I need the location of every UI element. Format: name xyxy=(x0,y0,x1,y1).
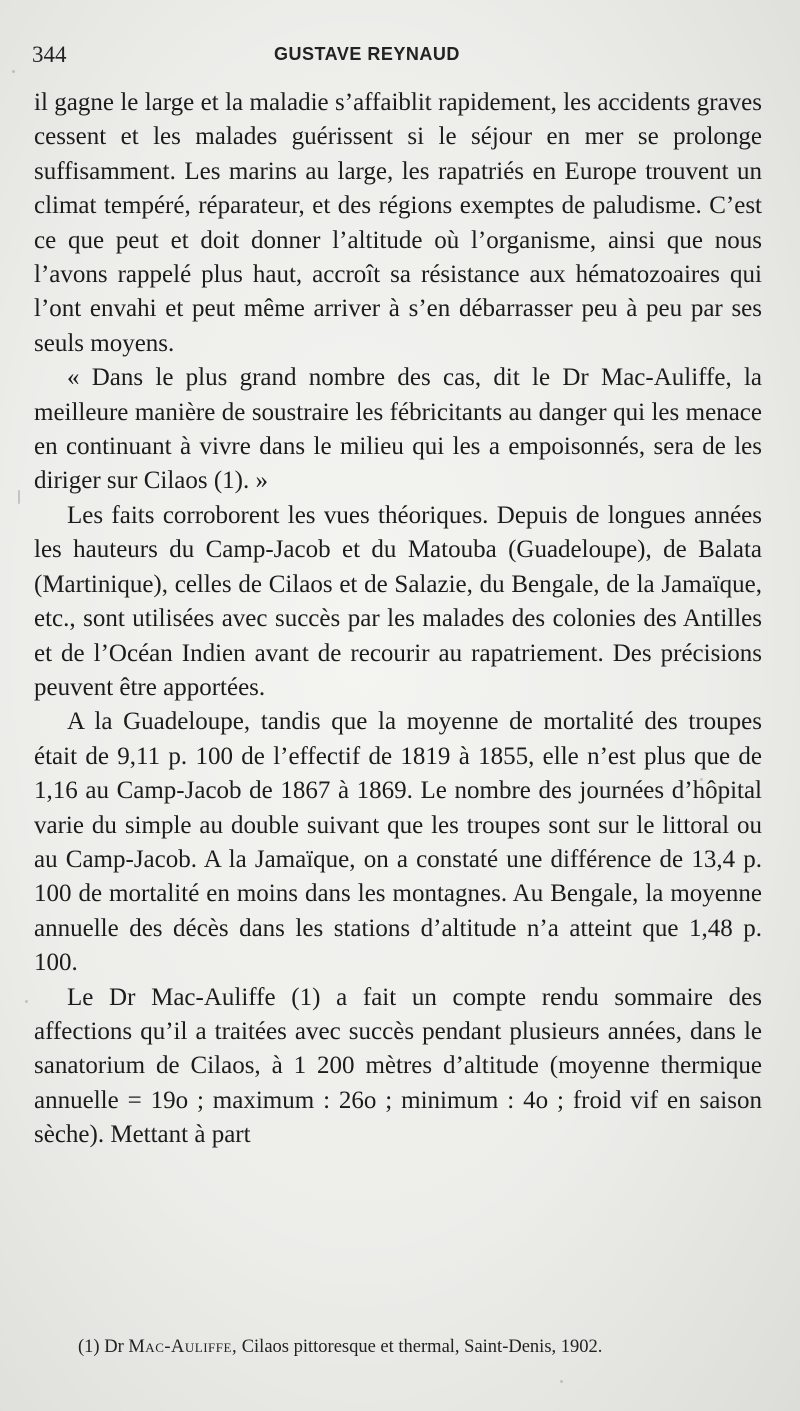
print-speck xyxy=(700,778,703,781)
footnote-citation: Cilaos pittoresque et thermal, Saint-Denis, 1902. xyxy=(241,1337,603,1357)
print-speck xyxy=(12,70,15,73)
footnote xyxy=(78,1334,768,1360)
page-header xyxy=(30,42,770,74)
print-speck xyxy=(18,490,20,504)
paragraph-mac-auliffe: Le Dr Mac-Auliffe (1) a fait un compte rendu sommaire des affections qu’il a traitées avec succès pendant plusieurs années, dans le sanatorium de Cilaos, à 1 200 mètres d’altitude (moyenne thermique annuelle = 19o ; maximum : 26o ; minimum : 4o ; froid vif en saison sèche). Mettant à part xyxy=(34,983,762,1149)
footnote-marker: (1) xyxy=(78,1337,100,1357)
paragraph-continuation: il gagne le large et la maladie s’affaiblit rapidement, les accidents graves cessent et les malades guérissent si le séjour en mer se prolonge suffisamment. Les marins au large, les rapatriés en Europe trouvent un climat tempéré, réparateur, et des régions exemptes de paludisme. C’est ce que peut et doit donner l’altitude où l’organisme, ainsi que nous l’avons rappelé plus haut, accroît sa résistance aux hématozoaires qui l’ont envahi et peut même arriver à s’en débarrasser peu à peu par ses seuls moyens. xyxy=(34,89,762,357)
body-text xyxy=(34,86,762,1153)
paragraph-facts: Les faits corroborent les vues théoriques. Depuis de longues années les hauteurs du Camp-Jacob et du Matouba (Guadeloupe), de Balata (Martinique), celles de Cilaos et de Salazie, du Bengale, de la Jamaïque, etc., sont utilisées avec succès par les malades des colonies des Antilles et de l’Océan Indien avant de recourir au rapatriement. Des précisions peuvent être apportées. xyxy=(34,501,762,701)
print-speck xyxy=(560,1380,563,1383)
paragraph-guadeloupe: A la Guadeloupe, tandis que la moyenne de mortalité des troupes était de 9,11 p. 100 de l’effectif de 1819 à 1855, elle n’est plus que de 1,16 au Camp-Jacob de 1867 à 1869. Le nombre des journées d’hôpital varie du simple au double suivant que les troupes sont sur le littoral ou au Camp-Jacob. A la Jamaïque, on a constaté une différence de 13,4 p. 100 de mortalité en moins dans les montagnes. Au Bengale, la moyenne annuelle des décès dans les stations d’altitude n’a atteint que 1,48 p. 100. xyxy=(34,708,762,977)
footnote-author: Mac-Auliffe, xyxy=(128,1337,238,1357)
page-number: 344 xyxy=(32,42,67,67)
running-title: GUSTAVE REYNAUD xyxy=(274,44,460,64)
print-speck xyxy=(25,1000,28,1003)
footnote-author-title: Dr xyxy=(104,1337,124,1357)
paragraph-quotation: « Dans le plus grand nombre des cas, dit le Dr Mac-Auliffe, la meilleure manière de soustraire les fébricitants au danger qui les menace en continuant à vivre dans le milieu qui les a empoisonnés, sera de les diriger sur Cilaos (1). » xyxy=(34,364,762,495)
